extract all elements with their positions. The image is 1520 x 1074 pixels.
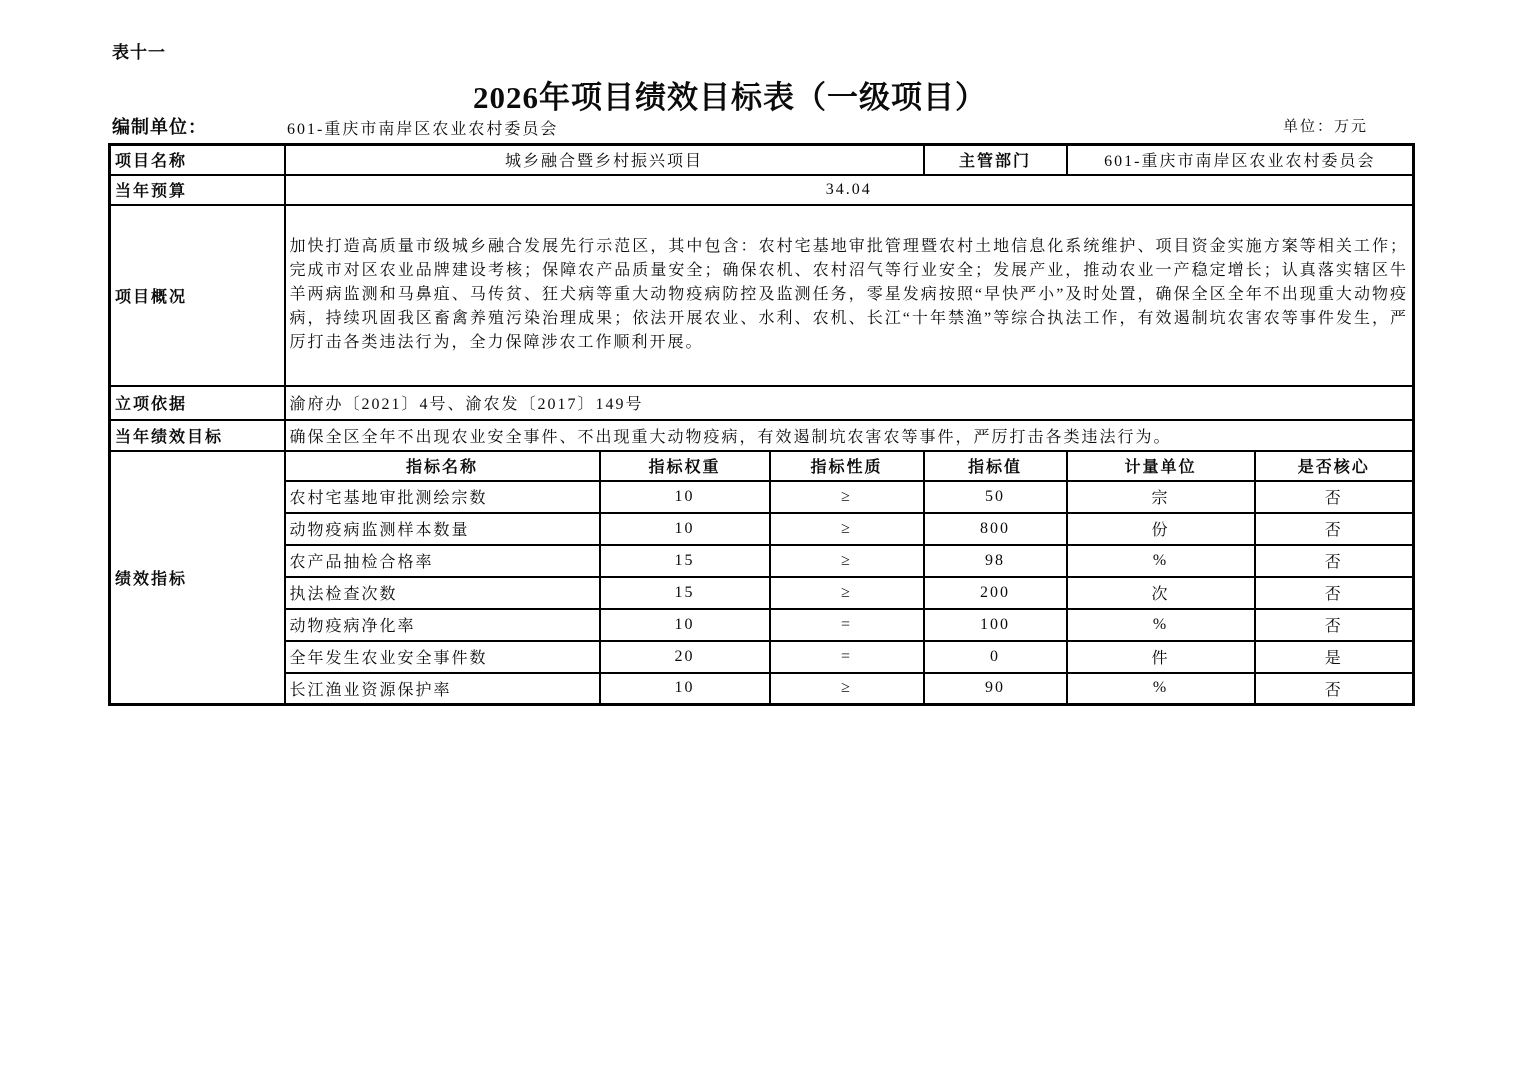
page-title: 2026年项目绩效目标表（一级项目） bbox=[473, 80, 987, 115]
header-indicator-core: 是否核心 bbox=[1255, 451, 1414, 481]
annual-goal-label: 当年绩效目标 bbox=[110, 420, 285, 451]
indicator-core: 否 bbox=[1255, 577, 1414, 609]
indicator-nature: ≥ bbox=[770, 577, 924, 609]
indicator-name: 执法检查次数 bbox=[285, 577, 600, 609]
indicator-name: 长江渔业资源保护率 bbox=[285, 673, 600, 705]
indicator-weight: 10 bbox=[600, 609, 770, 641]
indicator-weight: 20 bbox=[600, 641, 770, 673]
indicator-unit: % bbox=[1067, 609, 1255, 641]
indicator-name: 全年发生农业安全事件数 bbox=[285, 641, 600, 673]
indicator-row bbox=[110, 577, 1414, 609]
basis-row bbox=[110, 386, 1414, 420]
annual-goal-row bbox=[110, 420, 1414, 451]
sheet-number-label: 表十一 bbox=[112, 43, 166, 62]
indicator-value: 90 bbox=[924, 673, 1067, 705]
indicator-unit: 份 bbox=[1067, 513, 1255, 545]
project-name-label: 项目名称 bbox=[110, 145, 285, 175]
header-indicator-weight: 指标权重 bbox=[600, 451, 770, 481]
indicator-value: 0 bbox=[924, 641, 1067, 673]
indicator-nature: ≥ bbox=[770, 673, 924, 705]
project-name-row bbox=[110, 145, 1414, 175]
header-indicator-value: 指标值 bbox=[924, 451, 1067, 481]
project-name-value: 城乡融合暨乡村振兴项目 bbox=[285, 145, 924, 175]
indicator-unit: 件 bbox=[1067, 641, 1255, 673]
indicator-header-row bbox=[110, 451, 1414, 481]
indicator-row bbox=[110, 609, 1414, 641]
header-indicator-unit: 计量单位 bbox=[1067, 451, 1255, 481]
indicator-core: 否 bbox=[1255, 481, 1414, 513]
indicator-unit: % bbox=[1067, 673, 1255, 705]
indicator-value: 200 bbox=[924, 577, 1067, 609]
indicator-unit: 宗 bbox=[1067, 481, 1255, 513]
budget-label: 当年预算 bbox=[110, 175, 285, 205]
indicator-name: 农产品抽检合格率 bbox=[285, 545, 600, 577]
dept-label: 主管部门 bbox=[924, 145, 1067, 175]
indicator-weight: 10 bbox=[600, 673, 770, 705]
indicator-nature: = bbox=[770, 609, 924, 641]
prepared-by-label: 编制单位： bbox=[112, 117, 207, 137]
indicator-core: 否 bbox=[1255, 513, 1414, 545]
indicator-value: 50 bbox=[924, 481, 1067, 513]
indicator-value: 100 bbox=[924, 609, 1067, 641]
budget-row bbox=[110, 175, 1414, 205]
indicators-section-label: 绩效指标 bbox=[110, 451, 285, 705]
header-indicator-name: 指标名称 bbox=[285, 451, 600, 481]
indicator-name: 动物疫病净化率 bbox=[285, 609, 600, 641]
indicator-row bbox=[110, 673, 1414, 705]
indicator-weight: 10 bbox=[600, 481, 770, 513]
indicator-row bbox=[110, 545, 1414, 577]
indicator-value: 800 bbox=[924, 513, 1067, 545]
indicator-name: 农村宅基地审批测绘宗数 bbox=[285, 481, 600, 513]
overview-text: 加快打造高质量市级城乡融合发展先行示范区，其中包含：农村宅基地审批管理暨农村土地信息化系统维护、项目资金实施方案等相关工作；完成市对区农业品牌建设考核；保障农产品质量安全；确保农机、农村沼气等行业安全；发展产业，推动农业一产稳定增长；认真落实辖区牛羊两病监测和马鼻疽、马传贫、狂犬病等重大动物疫病防控及监测任务，零星发病按照“早快严小”及时处置，确保全区全年不出现重大动物疫病，持续巩固我区畜禽养殖污染治理成果；依法开展农业、水利、农机、长江“十年禁渔”等综合执法工作，有效遏制坑农害农等事件发生，严厉打击各类违法行为，全力保障涉农工作顺利开展。 bbox=[285, 205, 1414, 386]
overview-row bbox=[110, 205, 1414, 386]
indicator-unit: 次 bbox=[1067, 577, 1255, 609]
header-indicator-nature: 指标性质 bbox=[770, 451, 924, 481]
indicator-unit: % bbox=[1067, 545, 1255, 577]
basis-value: 渝府办〔2021〕4号、渝农发〔2017〕149号 bbox=[285, 386, 1414, 420]
indicator-core: 否 bbox=[1255, 609, 1414, 641]
indicator-nature: = bbox=[770, 641, 924, 673]
indicator-weight: 15 bbox=[600, 577, 770, 609]
indicator-core: 否 bbox=[1255, 545, 1414, 577]
overview-label: 项目概况 bbox=[110, 205, 285, 386]
indicator-value: 98 bbox=[924, 545, 1067, 577]
annual-goal-text: 确保全区全年不出现农业安全事件、不出现重大动物疫病，有效遏制坑农害农等事件，严厉打击各类违法行为。 bbox=[285, 420, 1414, 451]
prepared-by-value: 601-重庆市南岸区农业农村委员会 bbox=[287, 121, 559, 138]
indicator-name: 动物疫病监测样本数量 bbox=[285, 513, 600, 545]
indicator-core: 否 bbox=[1255, 673, 1414, 705]
performance-target-table bbox=[108, 143, 1415, 706]
basis-label: 立项依据 bbox=[110, 386, 285, 420]
budget-value: 34.04 bbox=[285, 175, 1414, 205]
dept-value: 601-重庆市南岸区农业农村委员会 bbox=[1067, 145, 1414, 175]
indicator-nature: ≥ bbox=[770, 513, 924, 545]
indicator-nature: ≥ bbox=[770, 545, 924, 577]
indicator-row bbox=[110, 513, 1414, 545]
indicator-core: 是 bbox=[1255, 641, 1414, 673]
indicator-weight: 10 bbox=[600, 513, 770, 545]
indicator-row bbox=[110, 641, 1414, 673]
indicator-row bbox=[110, 481, 1414, 513]
indicator-nature: ≥ bbox=[770, 481, 924, 513]
currency-unit-note: 单位：万元 bbox=[1282, 119, 1368, 135]
indicator-weight: 15 bbox=[600, 545, 770, 577]
